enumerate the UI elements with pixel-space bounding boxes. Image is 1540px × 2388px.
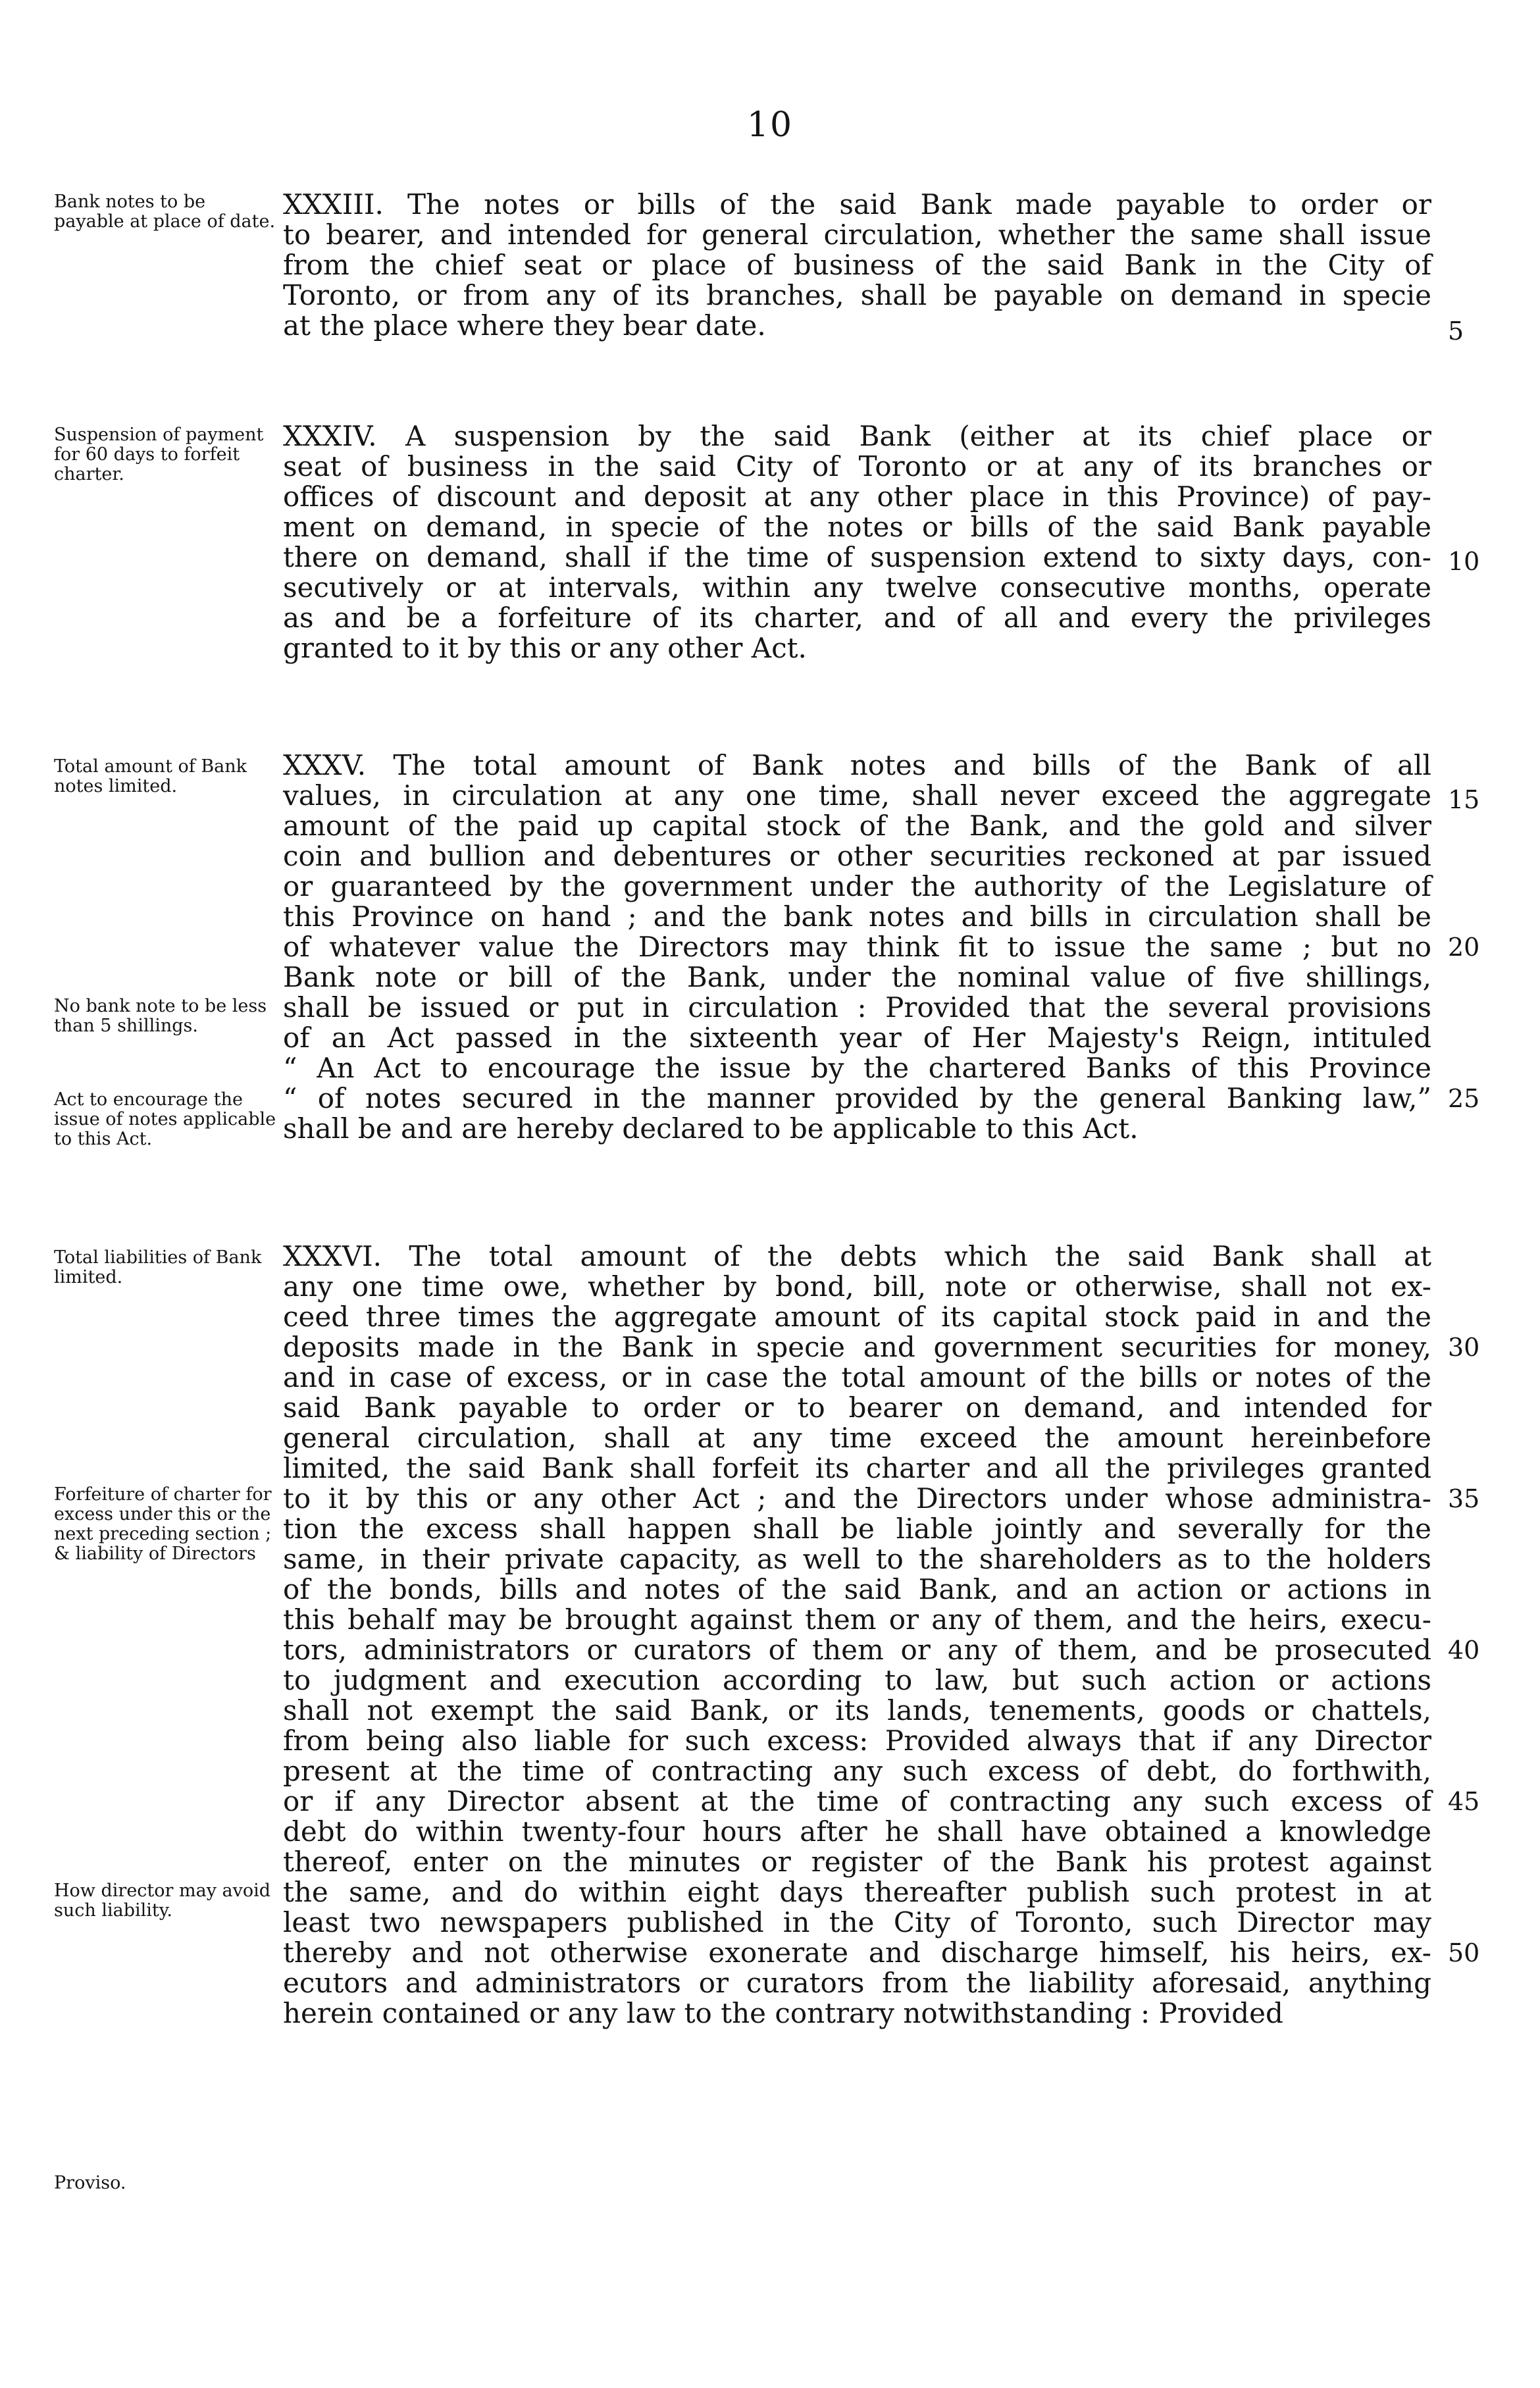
section-xxxv-line-3: amount of the paid up capital stock of the Bank, and the gold and silver: [283, 810, 1431, 842]
line-number-20: 20: [1448, 933, 1480, 962]
margin-note-director-avoid-liability: How director may avoid such liability.: [54, 1881, 271, 1921]
section-xxxv-line-10: of an Act passed in the sixteenth year of Her Majesty's Reign, intituled: [283, 1022, 1431, 1054]
page-number: 10: [746, 105, 794, 145]
section-xxxiv-line-2: seat of business in the said City of Toronto or at any of its branches or: [283, 450, 1431, 482]
margin-note-total-amount-limited: Total amount of Bank notes limited.: [54, 756, 247, 796]
section-xxxiii-line-4: Toronto, or from any of its branches, shall be payable on demand in specie: [283, 279, 1431, 311]
section-xxxiii-line-1: XXXIII. The notes or bills of the said Bank made payable to order or: [283, 188, 1431, 221]
line-number-5: 5: [1448, 317, 1464, 346]
line-number-25: 25: [1448, 1084, 1480, 1113]
section-xxxvi-line-25: ecutors and administrators or curators from the liability aforesaid, anything: [283, 1967, 1431, 1999]
section-xxxv-line-7: of whatever value the Directors may think fit to issue the same ; but no: [283, 931, 1431, 963]
section-xxxiv-line-5: there on demand, shall if the time of suspension extend to sixty days, con-: [283, 541, 1431, 573]
section-xxxiv-line-7: as and be a forfeiture of its charter, and of all and every the privileges: [283, 602, 1431, 634]
section-xxxiii-line-2: to bearer, and intended for general circulation, whether the same shall issue: [283, 219, 1431, 251]
section-xxxvi-line-8: limited, the said Bank shall forfeit its charter and all the privileges granted: [283, 1452, 1431, 1484]
line-number-45: 45: [1448, 1787, 1480, 1816]
line-number-15: 15: [1448, 785, 1480, 814]
section-xxxiii-line-5: at the place where they bear date.: [283, 309, 766, 342]
section-xxxv-line-11: “ An Act to encourage the issue by the chartered Banks of this Province: [283, 1052, 1431, 1084]
section-xxxv-line-1: XXXV. The total amount of Bank notes and bills of the Bank of all: [283, 749, 1431, 781]
section-xxxvi-line-5: and in case of excess, or in case the total amount of the bills or notes of the: [283, 1361, 1431, 1393]
section-xxxvi-line-1: XXXVI. The total amount of the debts which the said Bank shall at: [283, 1240, 1431, 1272]
section-xxxiv-line-4: ment on demand, in specie of the notes or bills of the said Bank payable: [283, 511, 1431, 543]
section-xxxvi-line-2: any one time owe, whether by bond, bill, note or otherwise, shall not ex-: [283, 1270, 1431, 1303]
section-xxxvi-line-17: from being also liable for such excess: Provided always that if any Director: [283, 1725, 1431, 1757]
margin-note-total-liabilities-limited: Total liabilities of Bank limited.: [54, 1247, 262, 1287]
margin-note-suspension-of-payment: Suspension of payment for 60 days to forfeit charter.: [54, 425, 264, 484]
section-xxxvi-line-15: to judgment and execution according to law, but such action or actions: [283, 1664, 1431, 1696]
section-xxxvi-line-11: same, in their private capacity, as well to the shareholders as to the holders: [283, 1543, 1431, 1575]
section-xxxiii-line-3: from the chief seat or place of business of the said Bank in the City of: [283, 249, 1431, 281]
margin-note-forfeiture-of-charter: Forfeiture of charter for excess under this or the next preceding section ; & liability of Directors: [54, 1484, 272, 1564]
section-xxxv-line-8: Bank note or bill of the Bank, under the nominal value of five shillings,: [283, 961, 1431, 993]
section-xxxvi-line-19: or if any Director absent at the time of contracting any such excess of: [283, 1785, 1431, 1817]
line-number-30: 30: [1448, 1333, 1480, 1362]
margin-note-act-to-encourage-notes: Act to encourage the issue of notes applicable to this Act.: [54, 1089, 276, 1149]
section-xxxvi-line-4: deposits made in the Bank in specie and government securities for money,: [283, 1331, 1431, 1363]
section-xxxiv-line-3: offices of discount and deposit at any other place in this Province) of pay-: [283, 480, 1431, 513]
section-xxxvi-line-3: ceed three times the aggregate amount of its capital stock paid in and the: [283, 1301, 1431, 1333]
section-xxxvi-line-24: thereby and not otherwise exonerate and discharge himself, his heirs, ex-: [283, 1936, 1431, 1969]
margin-note-proviso: Proviso.: [54, 2173, 126, 2193]
section-xxxvi-line-10: tion the excess shall happen shall be liable jointly and severally for the: [283, 1513, 1431, 1545]
margin-note-no-note-under-5-shillings: No bank note to be less than 5 shillings.: [54, 996, 267, 1036]
line-number-35: 35: [1448, 1484, 1480, 1513]
section-xxxv-line-13: shall be and are hereby declared to be applicable to this Act.: [283, 1112, 1139, 1145]
section-xxxvi-line-12: of the bonds, bills and notes of the said Bank, and an action or actions in: [283, 1573, 1431, 1605]
section-xxxvi-line-26: herein contained or any law to the contrary notwithstanding : Provided: [283, 1997, 1283, 2029]
section-xxxv-line-2: values, in circulation at any one time, shall never exceed the aggregate: [283, 779, 1431, 812]
section-xxxvi-line-7: general circulation, shall at any time exceed the amount hereinbefore: [283, 1422, 1431, 1454]
section-xxxv-line-5: or guaranteed by the government under the authority of the Legislature of: [283, 870, 1431, 902]
section-xxxvi-line-20: debt do within twenty-four hours after he shall have obtained a knowledge: [283, 1815, 1431, 1848]
margin-note-bank-notes-payable: Bank notes to be payable at place of date.: [54, 192, 276, 232]
section-xxxvi-line-18: present at the time of contracting any such excess of debt, do forthwith,: [283, 1755, 1431, 1787]
section-xxxvi-line-13: this behalf may be brought against them or any of them, and the heirs, execu-: [283, 1603, 1431, 1636]
section-xxxvi-line-9: to it by this or any other Act ; and the Directors under whose administra-: [283, 1482, 1431, 1515]
section-xxxvi-line-6: said Bank payable to order or to bearer on demand, and intended for: [283, 1391, 1431, 1424]
section-xxxvi-line-22: the same, and do within eight days thereafter publish such protest in at: [283, 1876, 1431, 1908]
line-number-50: 50: [1448, 1938, 1480, 1967]
section-xxxiv-line-1: XXXIV. A suspension by the said Bank (either at its chief place or: [283, 420, 1431, 452]
section-xxxiv-line-8: granted to it by this or any other Act.: [283, 632, 807, 664]
line-number-10: 10: [1448, 547, 1480, 576]
section-xxxv-line-9: shall be issued or put in circulation : Provided that the several provisions: [283, 991, 1431, 1024]
section-xxxv-line-6: this Province on hand ; and the bank notes and bills in circulation shall be: [283, 900, 1431, 933]
section-xxxv-line-12: “ of notes secured in the manner provided by the general Banking law,”: [283, 1082, 1431, 1114]
line-number-40: 40: [1448, 1636, 1480, 1665]
section-xxxv-line-4: coin and bullion and debentures or other securities reckoned at par issued: [283, 840, 1431, 872]
section-xxxvi-line-16: shall not exempt the said Bank, or its lands, tenements, goods or chattels,: [283, 1694, 1431, 1726]
section-xxxvi-line-21: thereof, enter on the minutes or register of the Bank his protest against: [283, 1846, 1431, 1878]
section-xxxvi-line-14: tors, administrators or curators of them or any of them, and be prosecuted: [283, 1634, 1431, 1666]
section-xxxvi-line-23: least two newspapers published in the City of Toronto, such Director may: [283, 1906, 1431, 1938]
section-xxxiv-line-6: secutively or at intervals, within any twelve consecutive months, operate: [283, 571, 1431, 604]
